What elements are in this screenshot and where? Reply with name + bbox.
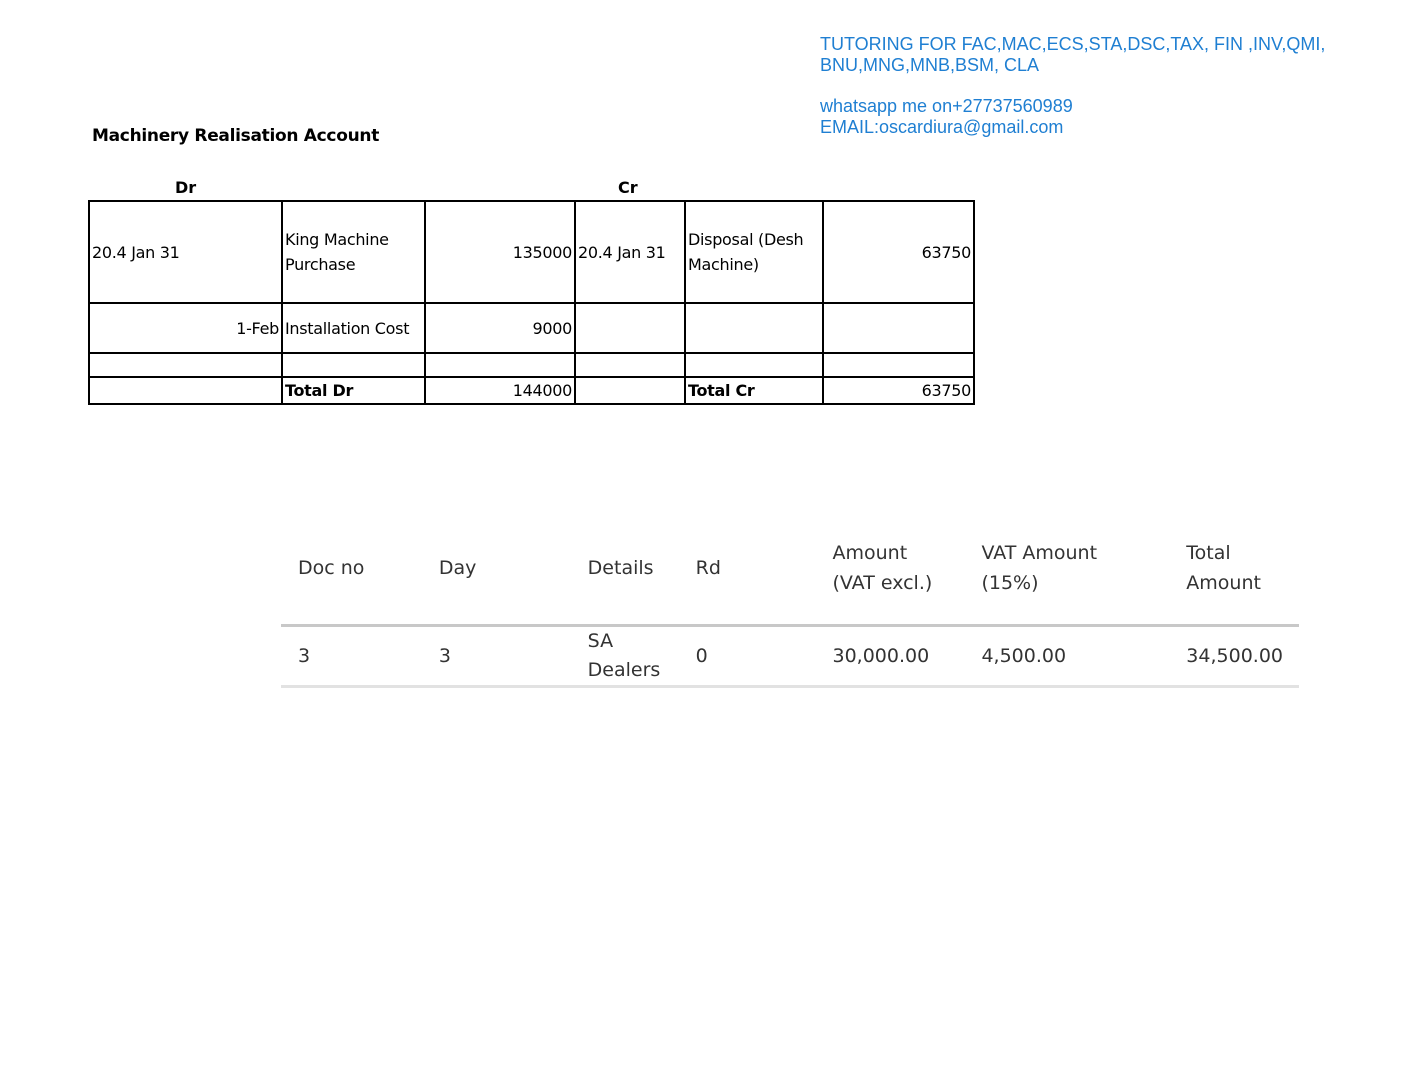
header-vat-amount: VAT Amount (15%) bbox=[964, 530, 1169, 626]
dr-amount-cell bbox=[425, 353, 575, 377]
table-row bbox=[281, 626, 1299, 687]
dr-detail-cell: Installation Cost bbox=[282, 303, 425, 353]
cell-amount-vat-excl: 30,000.00 bbox=[815, 626, 964, 687]
tutoring-subjects-line-2: BNU,MNG,MNB,BSM, CLA bbox=[820, 55, 1040, 75]
header-day: Day bbox=[422, 530, 571, 626]
dr-detail-cell bbox=[282, 353, 425, 377]
tutoring-contact-block bbox=[820, 34, 1380, 138]
ledger-total-row bbox=[89, 377, 974, 404]
cell-details: SA Dealers bbox=[571, 626, 679, 687]
cr-amount-cell: 63750 bbox=[823, 201, 974, 303]
cell-rd: 0 bbox=[679, 626, 816, 687]
total-cr-amount: 63750 bbox=[823, 377, 974, 404]
ledger-row bbox=[89, 201, 974, 303]
vat-header-row bbox=[281, 530, 1299, 626]
cr-date-cell bbox=[575, 353, 685, 377]
cr-amount-cell bbox=[823, 353, 974, 377]
dr-date-cell: 1-Feb bbox=[89, 303, 282, 353]
email-contact: EMAIL:oscardiura@gmail.com bbox=[820, 117, 1064, 137]
total-spacer-cell bbox=[89, 377, 282, 404]
machinery-realisation-ledger bbox=[88, 200, 975, 405]
whatsapp-contact: whatsapp me on+27737560989 bbox=[820, 96, 1073, 116]
cell-vat-amount: 4,500.00 bbox=[964, 626, 1169, 687]
total-cr-label: Total Cr bbox=[685, 377, 823, 404]
dr-amount-cell: 9000 bbox=[425, 303, 575, 353]
header-doc-no: Doc no bbox=[281, 530, 422, 626]
dr-amount-cell: 135000 bbox=[425, 201, 575, 303]
total-dr-amount: 144000 bbox=[425, 377, 575, 404]
cr-detail-cell: Disposal (Desh Machine) bbox=[685, 201, 823, 303]
cr-detail-cell bbox=[685, 303, 823, 353]
header-rd: Rd bbox=[679, 530, 816, 626]
tutoring-subjects-line-1: TUTORING FOR FAC,MAC,ECS,STA,DSC,TAX, FIN ,INV,QMI, bbox=[820, 34, 1326, 54]
cell-total-amount: 34,500.00 bbox=[1169, 626, 1299, 687]
dr-date-cell bbox=[89, 353, 282, 377]
dr-detail-cell: King Machine Purchase bbox=[282, 201, 425, 303]
dr-date-cell: 20.4 Jan 31 bbox=[89, 201, 282, 303]
cr-amount-cell bbox=[823, 303, 974, 353]
cell-doc-no: 3 bbox=[281, 626, 422, 687]
total-spacer-cell bbox=[575, 377, 685, 404]
account-title: Machinery Realisation Account bbox=[92, 126, 380, 146]
cr-detail-cell bbox=[685, 353, 823, 377]
total-dr-label: Total Dr bbox=[282, 377, 425, 404]
header-total-amount: Total Amount bbox=[1169, 530, 1299, 626]
cell-day: 3 bbox=[422, 626, 571, 687]
ledger-row bbox=[89, 353, 974, 377]
ledger-row bbox=[89, 303, 974, 353]
cr-date-cell: 20.4 Jan 31 bbox=[575, 201, 685, 303]
credit-side-label: Cr bbox=[618, 178, 638, 197]
cr-date-cell bbox=[575, 303, 685, 353]
header-details: Details bbox=[571, 530, 679, 626]
debit-side-label: Dr bbox=[175, 178, 197, 197]
vat-journal-table bbox=[281, 530, 1299, 688]
header-amount-vat-excl: Amount (VAT excl.) bbox=[815, 530, 964, 626]
